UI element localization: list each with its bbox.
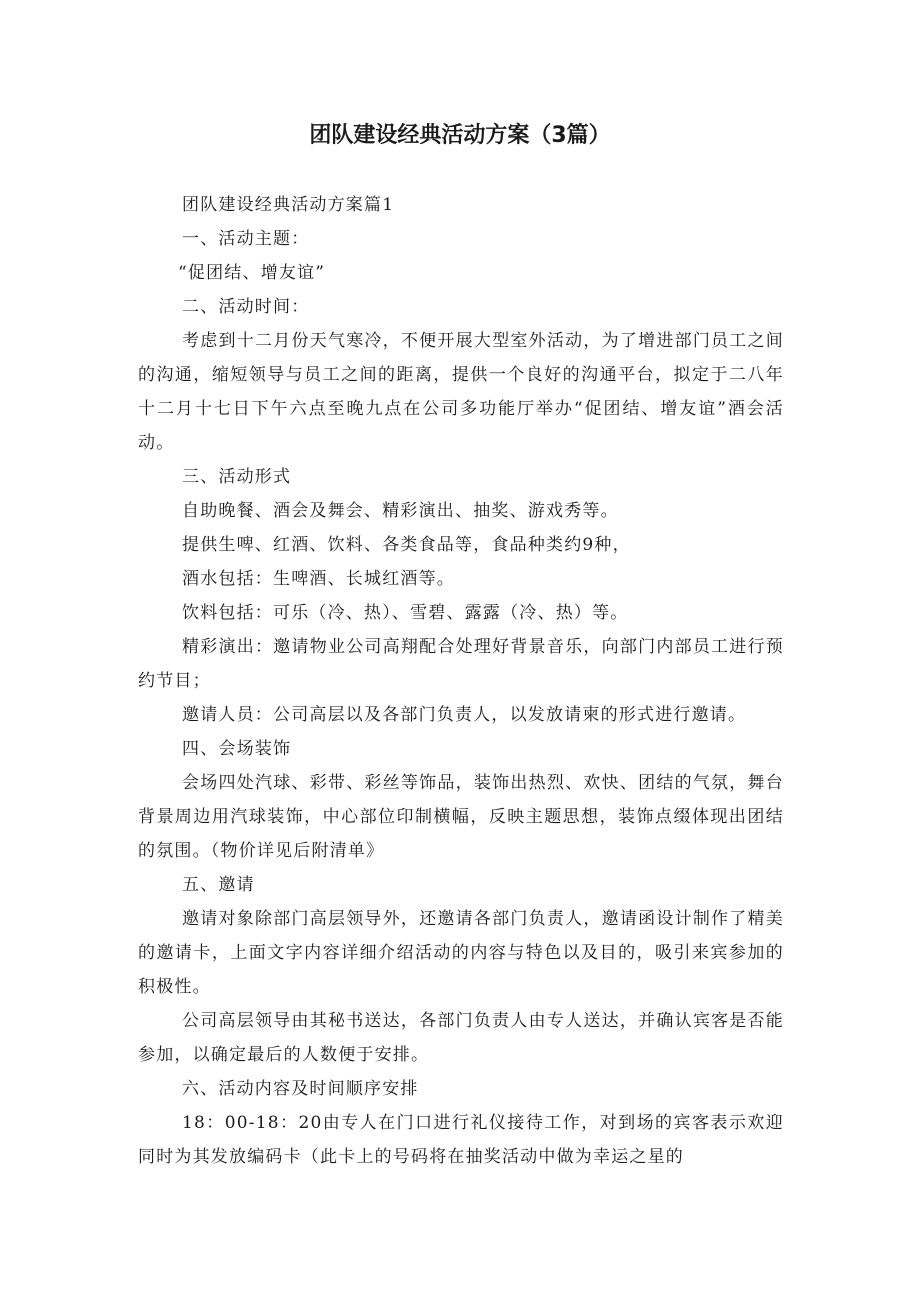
document-body [138,188,784,1174]
drinks-soft: 饮料包括：可乐（冷、热）、雪碧、露露（冷、热）等。 [182,603,629,623]
heading-activity-form: 三、活动形式 [182,467,292,487]
heading-venue-decoration: 四、会场装饰 [182,739,292,759]
heading-activity-theme: 一、活动主题： [182,229,310,249]
performance-paragraph: 精彩演出：邀请物业公司高翔配合处理好背景音乐，向部门内部员工进行预约节目； [138,637,784,691]
section-heading-part1: 团队建设经典活动方案篇1 [182,195,395,215]
food-provision: 提供生啤、红酒、饮料、各类食品等，食品种类约9种， [182,535,631,555]
document-title: 团队建设经典活动方案（3篇） [309,123,611,148]
activity-time-paragraph: 考虑到十二月份天气寒冷，不便开展大型室外活动，为了增进部门员工之间的沟通，缩短领导与员工之间的距离，提供一个良好的沟通平台，拟定于二八年十二月十七日下午六点至晚九点在公司多功能厅举办“促团结、增友谊”酒会活动。 [138,331,784,453]
drinks-alcohol: 酒水包括：生啤酒、长城红酒等。 [182,569,455,589]
heading-schedule: 六、活动内容及时间顺序安排 [182,1079,419,1099]
heading-activity-time: 二、活动时间： [182,297,310,317]
heading-invitation: 五、邀请 [182,875,255,895]
schedule-paragraph: 18：00-18：20由专人在门口进行礼仪接待工作，对到场的宾客表示欢迎同时为其发放编码卡（此卡上的号码将在抽奖活动中做为幸运之星的 [138,1113,784,1167]
activity-theme-slogan: “促团结、增友谊” [178,263,326,283]
invitees-paragraph: 邀请人员：公司高层以及各部门负责人，以发放请柬的形式进行邀请。 [182,705,747,725]
venue-decoration-paragraph: 会场四处汽球、彩带、彩丝等饰品，装饰出热烈、欢快、团结的气氛，舞台背景周边用汽球装饰，中心部位印制横幅，反映主题思想，装饰点缀体现出团结的氛围。（物价详见后附清单》 [138,773,784,861]
invitation-delivery-paragraph: 公司高层领导由其秘书送达，各部门负责人由专人送达，并确认宾客是否能参加，以确定最后的人数便于安排。 [138,1011,784,1065]
invitation-paragraph: 邀请对象除部门高层领导外，还邀请各部门负责人，邀请函设计制作了精美的邀请卡，上面文字内容详细介绍活动的内容与特色以及目的，吸引来宾参加的积极性。 [138,909,784,997]
activity-form-list: 自助晚餐、酒会及舞会、精彩演出、抽奖、游戏秀等。 [182,501,619,521]
